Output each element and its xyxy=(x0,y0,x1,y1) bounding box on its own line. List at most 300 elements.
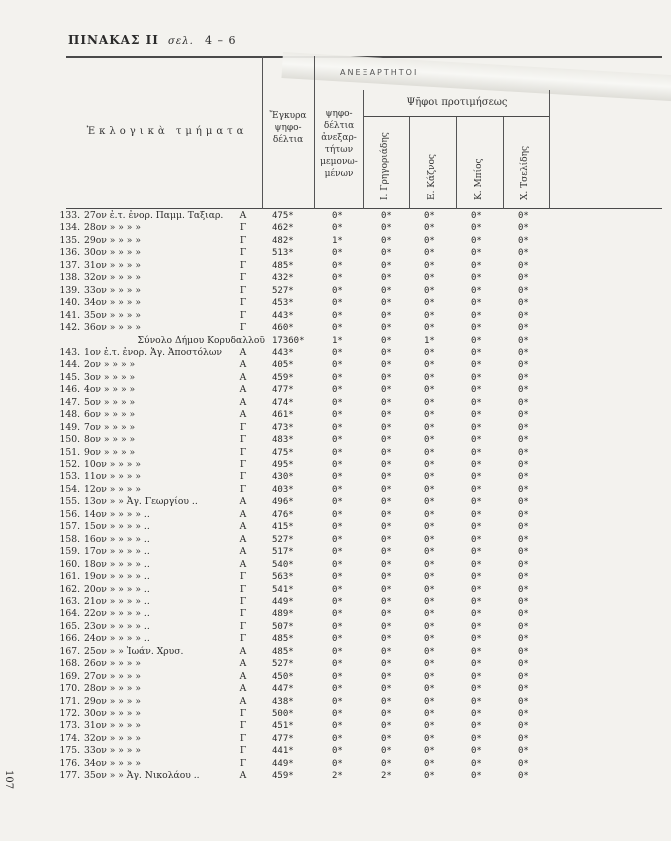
row-pref-1: 0* xyxy=(381,746,392,757)
row-letter: Α xyxy=(239,558,247,570)
row-ballots: 0* xyxy=(332,223,343,234)
row-pref-4: 0* xyxy=(518,447,529,458)
row-section: 35ον » » » » xyxy=(84,309,141,321)
row-pref-3: 0* xyxy=(471,211,482,221)
row-ballots: 0* xyxy=(332,733,343,744)
row-pref-2: 0* xyxy=(424,709,435,719)
row-pref-2: 0* xyxy=(424,733,435,744)
row-number: 148. xyxy=(59,409,80,421)
row-letter: Γ xyxy=(239,571,247,583)
row-valid: 459* xyxy=(272,771,294,782)
row-pref-3: 0* xyxy=(471,310,482,321)
row-pref-4: 0* xyxy=(518,385,529,396)
row-pref-3: 0* xyxy=(471,447,482,458)
row-pref-1: 0* xyxy=(381,497,392,508)
row-pref-1: 0* xyxy=(381,646,392,657)
row-pref-3: 0* xyxy=(471,273,482,284)
row-valid: 415* xyxy=(272,522,294,533)
row-section: 27ον » » » » xyxy=(84,670,141,682)
table-row xyxy=(0,696,671,708)
row-pref-4: 0* xyxy=(518,559,529,570)
table-row xyxy=(0,471,671,483)
row-pref-1: 0* xyxy=(381,621,392,632)
row-letter: Α xyxy=(239,210,247,221)
row-pref-4: 0* xyxy=(518,422,529,433)
row-pref-1: 0* xyxy=(381,634,392,645)
row-pref-1: 0* xyxy=(381,435,392,446)
table-row xyxy=(0,496,671,508)
table-row xyxy=(0,546,671,558)
row-pref-3: 0* xyxy=(471,497,482,508)
row-pref-3: 0* xyxy=(471,671,482,682)
row-pref-2: 0* xyxy=(424,285,435,296)
row-section: 31ον » » » » xyxy=(84,720,141,732)
row-pref-4: 0* xyxy=(518,273,529,284)
row-pref-1: 0* xyxy=(381,659,392,670)
row-number: 147. xyxy=(59,396,80,408)
row-pref-2: 0* xyxy=(424,397,435,408)
row-letter: Γ xyxy=(239,421,247,433)
row-pref-3: 0* xyxy=(471,659,482,670)
row-pref-2: 1* xyxy=(424,335,435,346)
row-letter: Γ xyxy=(239,259,247,271)
row-section: 5ον » » » » xyxy=(84,396,136,408)
row-pref-2: 0* xyxy=(424,497,435,508)
col-divider-c2 xyxy=(409,117,410,209)
row-number: 159. xyxy=(59,546,80,558)
row-ballots: 0* xyxy=(332,410,343,421)
row-ballots: 0* xyxy=(332,347,343,358)
table-row xyxy=(0,646,671,658)
row-pref-2: 0* xyxy=(424,721,435,732)
row-pref-1: 0* xyxy=(381,248,392,259)
row-pref-3: 0* xyxy=(471,721,482,732)
row-pref-1: 0* xyxy=(381,522,392,533)
row-pref-1: 0* xyxy=(381,584,392,595)
row-pref-2: 0* xyxy=(424,609,435,620)
row-section: 7ον » » » » xyxy=(84,421,136,433)
row-letter: Α xyxy=(239,521,247,533)
row-ballots: 0* xyxy=(332,609,343,620)
row-ballots: 1* xyxy=(332,335,343,346)
row-pref-3: 0* xyxy=(471,621,482,632)
page-ref-label: σελ. xyxy=(168,36,194,47)
row-pref-1: 0* xyxy=(381,285,392,296)
row-number: 135. xyxy=(59,234,80,246)
row-pref-2: 0* xyxy=(424,621,435,632)
row-letter: Γ xyxy=(239,745,247,757)
row-valid: 477* xyxy=(272,733,294,744)
table-row xyxy=(0,359,671,371)
row-pref-4: 0* xyxy=(518,223,529,234)
table-row xyxy=(0,222,671,234)
row-number: 143. xyxy=(59,346,80,358)
row-number: 172. xyxy=(59,708,80,719)
table-row xyxy=(0,422,671,434)
row-ballots: 0* xyxy=(332,260,343,271)
row-pref-3: 0* xyxy=(471,746,482,757)
row-pref-1: 0* xyxy=(381,335,392,346)
row-letter: Α xyxy=(239,371,247,383)
row-number: 137. xyxy=(59,259,80,271)
row-letter: Α xyxy=(239,770,247,782)
row-pref-3: 0* xyxy=(471,347,482,358)
row-valid: 541* xyxy=(272,584,294,595)
row-ballots: 0* xyxy=(332,646,343,657)
row-pref-1: 0* xyxy=(381,721,392,732)
table-row xyxy=(0,459,671,471)
row-number: 141. xyxy=(59,309,80,321)
col-divider-end xyxy=(549,90,550,209)
page-title xyxy=(68,33,236,47)
row-pref-2: 0* xyxy=(424,596,435,607)
row-number: 164. xyxy=(59,608,80,620)
row-section: 31ον » » » » xyxy=(84,259,141,271)
row-section: 1ον ἐ.τ. ἐνορ. Ἁγ. Ἀποστόλων xyxy=(84,346,222,358)
row-pref-1: 0* xyxy=(381,572,392,583)
row-pref-2: 0* xyxy=(424,460,435,470)
row-section: 27ον ἐ.τ. ἐνορ. Παμμ. Ταξιαρ. xyxy=(84,210,224,221)
row-valid: 477* xyxy=(272,385,294,396)
row-section: 33ον » » » » xyxy=(84,284,141,296)
row-pref-2: 0* xyxy=(424,447,435,458)
table-row xyxy=(0,521,671,533)
row-pref-2: 0* xyxy=(424,422,435,433)
row-pref-3: 0* xyxy=(471,235,482,246)
row-section: 15ον » » » » .. xyxy=(84,521,150,533)
row-valid: 507* xyxy=(272,621,294,632)
row-valid: 430* xyxy=(272,472,294,483)
row-pref-1: 0* xyxy=(381,397,392,408)
row-number: 175. xyxy=(59,745,80,757)
row-valid: 474* xyxy=(272,397,294,408)
row-pref-2: 0* xyxy=(424,223,435,234)
row-valid: 459* xyxy=(272,372,294,383)
row-number: 142. xyxy=(59,322,80,334)
row-pref-4: 0* xyxy=(518,572,529,583)
row-ballots: 0* xyxy=(332,696,343,707)
row-section: 2ον » » » » xyxy=(84,359,136,371)
row-pref-4: 0* xyxy=(518,634,529,645)
row-valid: 403* xyxy=(272,484,294,495)
row-pref-1: 0* xyxy=(381,709,392,719)
row-section: 28ον » » » » xyxy=(84,222,141,234)
row-letter: Α xyxy=(239,496,247,508)
row-section: 34ον » » » » xyxy=(84,757,141,769)
row-number: 167. xyxy=(59,645,80,657)
row-letter: Α xyxy=(239,384,247,396)
row-section: 32ον » » » » xyxy=(84,732,141,744)
row-pref-3: 0* xyxy=(471,509,482,520)
row-ballots: 0* xyxy=(332,522,343,533)
row-valid: 447* xyxy=(272,684,294,695)
row-pref-3: 0* xyxy=(471,223,482,234)
row-number: 154. xyxy=(59,483,80,495)
row-pref-1: 0* xyxy=(381,609,392,620)
row-section: 33ον » » » » xyxy=(84,745,141,757)
row-ballots: 0* xyxy=(332,273,343,284)
row-valid: 449* xyxy=(272,596,294,607)
row-pref-1: 0* xyxy=(381,422,392,433)
page-range: 4 – 6 xyxy=(204,34,237,47)
row-number: 176. xyxy=(59,757,80,769)
row-number: 153. xyxy=(59,471,80,483)
row-number: 163. xyxy=(59,595,80,607)
row-valid: 483* xyxy=(272,435,294,446)
row-pref-3: 0* xyxy=(471,758,482,769)
row-section: 3ον » » » » xyxy=(84,371,136,383)
row-pref-3: 0* xyxy=(471,733,482,744)
row-pref-1: 0* xyxy=(381,534,392,545)
row-section: 32ον » » » » xyxy=(84,272,141,284)
row-number: 138. xyxy=(59,272,80,284)
row-pref-2: 0* xyxy=(424,758,435,769)
row-pref-4: 0* xyxy=(518,547,529,558)
row-pref-3: 0* xyxy=(471,484,482,495)
row-pref-1: 0* xyxy=(381,211,392,221)
row-section: 11ον » » » » xyxy=(84,471,141,483)
row-pref-4: 0* xyxy=(518,460,529,470)
row-pref-1: 0* xyxy=(381,298,392,309)
row-ballots: 0* xyxy=(332,659,343,670)
row-pref-1: 0* xyxy=(381,509,392,520)
row-number: 145. xyxy=(59,371,80,383)
row-pref-1: 0* xyxy=(381,484,392,495)
row-letter: Α xyxy=(239,533,247,545)
candidate-1: Ι. Γρηγοριάδης xyxy=(380,132,390,200)
table-row xyxy=(0,235,671,247)
row-letter: Γ xyxy=(239,757,247,769)
row-pref-3: 0* xyxy=(471,472,482,483)
row-pref-1: 0* xyxy=(381,273,392,284)
total-row xyxy=(0,335,671,347)
table-row xyxy=(0,272,671,284)
row-valid: 527* xyxy=(272,659,294,670)
row-pref-3: 0* xyxy=(471,248,482,259)
row-letter: Γ xyxy=(239,247,247,259)
row-pref-1: 0* xyxy=(381,323,392,334)
row-pref-4: 0* xyxy=(518,596,529,607)
row-pref-3: 0* xyxy=(471,572,482,583)
table-row xyxy=(0,409,671,421)
table-row xyxy=(0,509,671,521)
table-row xyxy=(0,310,671,322)
row-pref-4: 0* xyxy=(518,746,529,757)
table-row xyxy=(0,322,671,334)
row-letter: Α xyxy=(239,546,247,558)
row-letter: Α xyxy=(239,683,247,695)
table-row xyxy=(0,285,671,297)
row-ballots: 0* xyxy=(332,758,343,769)
row-number: 144. xyxy=(59,359,80,371)
row-pref-3: 0* xyxy=(471,634,482,645)
row-number: 149. xyxy=(59,421,80,433)
header-section: Ἐκλογικὰ τμήματα xyxy=(86,126,248,137)
row-pref-1: 0* xyxy=(381,559,392,570)
row-number: 157. xyxy=(59,521,80,533)
row-section: 35ον » » Ἁγ. Νικολάου .. xyxy=(84,770,200,782)
row-section: 4ον » » » » xyxy=(84,384,136,396)
row-pref-4: 0* xyxy=(518,248,529,259)
row-valid: 473* xyxy=(272,422,294,433)
row-pref-4: 0* xyxy=(518,260,529,271)
row-valid: 461* xyxy=(272,410,294,421)
row-pref-1: 0* xyxy=(381,733,392,744)
row-pref-2: 0* xyxy=(424,684,435,695)
row-ballots: 0* xyxy=(332,472,343,483)
row-letter: Α xyxy=(239,658,247,670)
row-letter: Α xyxy=(239,359,247,371)
table-row xyxy=(0,770,671,782)
table-row xyxy=(0,247,671,259)
row-ballots: 0* xyxy=(332,310,343,321)
candidate-4: Χ. Τσελίδης xyxy=(520,145,530,200)
row-ballots: 0* xyxy=(332,621,343,632)
row-pref-2: 0* xyxy=(424,410,435,421)
row-pref-3: 0* xyxy=(471,547,482,558)
table-row xyxy=(0,671,671,683)
row-valid: 453* xyxy=(272,298,294,309)
row-number: 160. xyxy=(59,558,80,570)
table-row xyxy=(0,534,671,546)
row-section: 19ον » » » » .. xyxy=(84,571,150,583)
group-label: ΑΝΕΞΑΡΤΗΤΟΙ xyxy=(340,68,419,77)
header-ballots: ψηφο-δέλτια ἀνεξαρ-τήτων μεμονω-μένων xyxy=(320,109,358,179)
row-pref-3: 0* xyxy=(471,260,482,271)
row-section: 34ον » » » » xyxy=(84,297,141,309)
row-letter: Γ xyxy=(239,309,247,321)
row-pref-4: 0* xyxy=(518,659,529,670)
row-pref-4: 0* xyxy=(518,235,529,246)
table-row xyxy=(0,484,671,496)
row-pref-3: 0* xyxy=(471,684,482,695)
row-ballots: 0* xyxy=(332,596,343,607)
row-valid: 500* xyxy=(272,709,294,719)
row-ballots: 0* xyxy=(332,634,343,645)
row-pref-1: 0* xyxy=(381,360,392,371)
page-number: 107 xyxy=(3,770,14,790)
row-pref-4: 0* xyxy=(518,211,529,221)
table-row xyxy=(0,708,671,720)
row-pref-1: 0* xyxy=(381,596,392,607)
row-number: 134. xyxy=(59,222,80,234)
row-section: 16ον » » » » .. xyxy=(84,533,150,545)
row-section: 9ον » » » » xyxy=(84,446,136,458)
table-row xyxy=(0,372,671,384)
table-row xyxy=(0,733,671,745)
row-ballots: 0* xyxy=(332,584,343,595)
row-ballots: 0* xyxy=(332,709,343,719)
row-valid: 485* xyxy=(272,646,294,657)
row-pref-1: 0* xyxy=(381,235,392,246)
row-pref-2: 0* xyxy=(424,235,435,246)
row-number: 161. xyxy=(59,571,80,583)
header-pref: Ψῆφοι προτιμήσεως xyxy=(406,97,508,108)
table-row xyxy=(0,758,671,770)
row-pref-4: 0* xyxy=(518,372,529,383)
row-ballots: 1* xyxy=(332,235,343,246)
row-section: 23ον » » » » .. xyxy=(84,620,150,632)
row-ballots: 0* xyxy=(332,509,343,520)
row-pref-2: 0* xyxy=(424,634,435,645)
row-pref-2: 0* xyxy=(424,659,435,670)
row-pref-4: 0* xyxy=(518,397,529,408)
row-pref-2: 0* xyxy=(424,372,435,383)
row-number: 174. xyxy=(59,732,80,744)
row-section: 20ον » » » » .. xyxy=(84,583,150,595)
row-pref-4: 0* xyxy=(518,323,529,334)
row-section: 10ον » » » » xyxy=(84,459,141,470)
table-row xyxy=(0,745,671,757)
row-number: 133. xyxy=(59,210,80,221)
col-divider-valid xyxy=(262,56,263,209)
row-valid: 449* xyxy=(272,758,294,769)
row-section: 36ον » » » » xyxy=(84,322,141,334)
table-row xyxy=(0,559,671,571)
row-pref-4: 0* xyxy=(518,584,529,595)
row-ballots: 0* xyxy=(332,397,343,408)
table-title: ΠΙΝΑΚΑΣ ΙΙ xyxy=(68,33,159,47)
row-letter: Α xyxy=(239,409,247,421)
row-pref-2: 0* xyxy=(424,559,435,570)
row-pref-1: 0* xyxy=(381,385,392,396)
row-pref-4: 0* xyxy=(518,347,529,358)
row-pref-1: 0* xyxy=(381,671,392,682)
table-row xyxy=(0,608,671,620)
row-valid: 17360* xyxy=(272,335,305,346)
row-pref-3: 0* xyxy=(471,534,482,545)
row-number: 171. xyxy=(59,695,80,707)
row-pref-1: 0* xyxy=(381,696,392,707)
row-pref-1: 0* xyxy=(381,447,392,458)
row-letter: Γ xyxy=(239,471,247,483)
row-pref-2: 0* xyxy=(424,646,435,657)
row-letter: Α xyxy=(239,645,247,657)
row-pref-2: 0* xyxy=(424,323,435,334)
row-section: 12ον » » » » xyxy=(84,483,141,495)
row-pref-3: 0* xyxy=(471,397,482,408)
row-letter: Γ xyxy=(239,583,247,595)
table-row xyxy=(0,384,671,396)
row-letter: Γ xyxy=(239,284,247,296)
row-pref-4: 0* xyxy=(518,733,529,744)
row-valid: 540* xyxy=(272,559,294,570)
row-letter: Γ xyxy=(239,720,247,732)
row-letter: Γ xyxy=(239,732,247,744)
candidate-3: Κ. Μπίος xyxy=(474,158,484,200)
row-valid: 485* xyxy=(272,260,294,271)
row-pref-4: 0* xyxy=(518,534,529,545)
row-pref-1: 2* xyxy=(381,771,392,782)
row-section: 30ον » » » » xyxy=(84,708,141,719)
row-number: 146. xyxy=(59,384,80,396)
header-valid: Ἔγκυρα ψηφο-δέλτια xyxy=(269,111,307,145)
row-ballots: 0* xyxy=(332,385,343,396)
row-letter: Γ xyxy=(239,620,247,632)
row-letter: Γ xyxy=(239,234,247,246)
row-ballots: 0* xyxy=(332,559,343,570)
table-row xyxy=(0,210,671,222)
row-letter: Γ xyxy=(239,446,247,458)
row-pref-1: 0* xyxy=(381,347,392,358)
row-valid: 527* xyxy=(272,285,294,296)
table-row xyxy=(0,621,671,633)
row-ballots: 0* xyxy=(332,447,343,458)
table-row xyxy=(0,434,671,446)
row-pref-1: 0* xyxy=(381,372,392,383)
table-row xyxy=(0,633,671,645)
row-number: 151. xyxy=(59,446,80,458)
